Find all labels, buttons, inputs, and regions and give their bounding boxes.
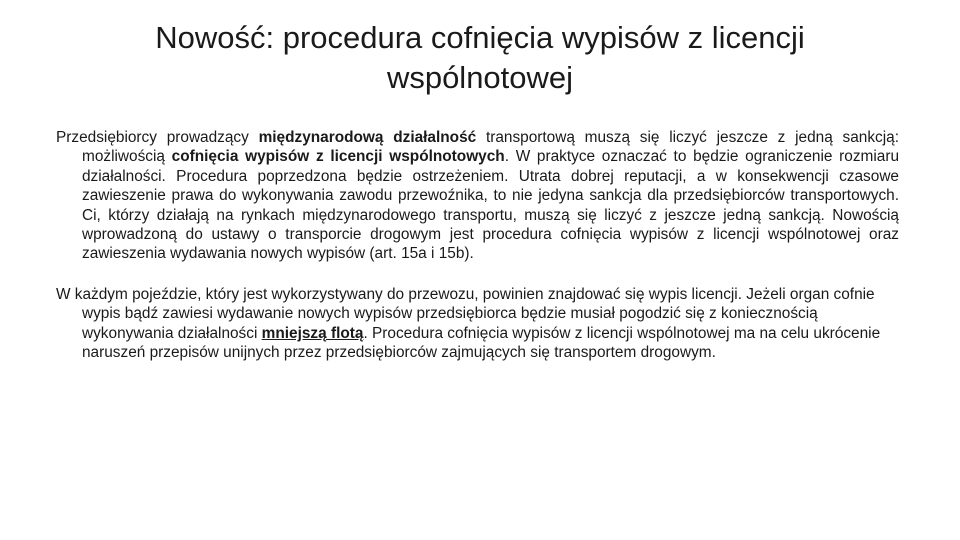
paragraph-vehicle-license: [56, 285, 899, 363]
slide-content: [56, 128, 899, 362]
paragraph-1-bold-2: cofnięcia wypisów z licencji wspólnotowych: [171, 148, 505, 166]
paragraph-2-text-2: . Procedura cofnięcia wypisów z licencji wspólnotowej ma na celu ukrócenie naruszeń przepisów unijnych przez przedsiębiorców zajmujących się transportem drogowym.: [82, 324, 881, 362]
paragraph-1-text-2: transportową muszą się liczyć jeszcze z jedną sankcją: możliwością: [82, 129, 900, 166]
paragraph-2-underline-1: mniejszą flotą: [261, 324, 364, 342]
paragraph-2-text-1: W każdym pojeździe, który jest wykorzystywany do przewozu, powinien znajdować się wypis licencji. Jeżeli organ cofnie wypis bądź zawiesi wydawanie nowych wypisów przedsiębiorca będzie musiał pogodzić się z koniecznością wykonywania działalności: [56, 285, 875, 342]
paragraph-1-text-1: Przedsiębiorcy prowadzący: [56, 129, 259, 146]
slide-title: Nowość: procedura cofnięcia wypisów z licencji wspólnotowej: [155, 20, 805, 95]
paragraph-sanctions: [56, 128, 899, 264]
paragraph-2-bold-1: [262, 325, 364, 342]
paragraph-1-bold-1: międzynarodową działalność: [258, 129, 477, 146]
paragraph-1-text-3: . W praktyce oznaczać to będzie ograniczenie rozmiaru działalności. Procedura poprzedzona będzie ostrzeżeniem. Utrata dobrej reputacji, a w konsekwencji czasowe zawieszenie prawa do wykonywania zawodu przewoźnika, to nie jedyna sankcja dla przedsiębiorców transportowych. Ci, którzy działają na rynkach międzynarodowego transportu, muszą się liczyć z jeszcze jedną sankcją. Nowością wprowadzoną do ustawy o transporcie drogowym jest procedura cofnięcia wypisów z licencji wspólnotowej oraz zawieszenia wydawania nowych wypisów (art. 15a i 15b).: [82, 148, 899, 263]
